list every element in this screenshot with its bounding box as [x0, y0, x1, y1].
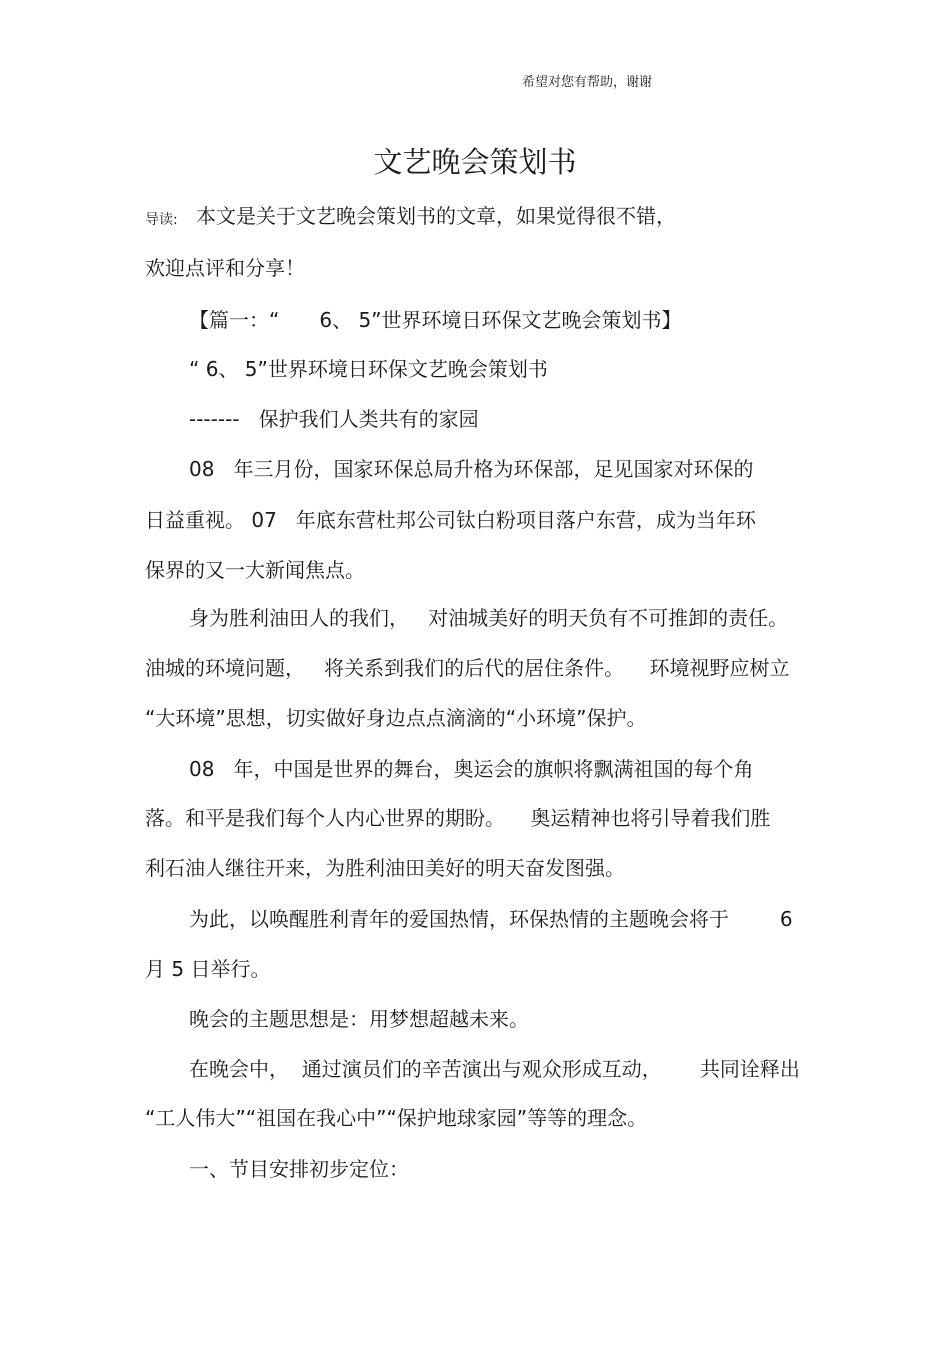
paragraph-line: 日益重视。 07 年底东营杜邦公司钛白粉项目落户东营，成为当年环: [145, 508, 756, 532]
paragraph-line: 为此，以唤醒胜利青年的爱国热情，环保热情的主题晚会将于 6: [189, 907, 793, 931]
paragraph-line: 晚会的主题思想是：用梦想超越未来。: [189, 1007, 529, 1031]
paragraph-line: 身为胜利油田人的我们， 对油城美好的明天负有不可推卸的责任。: [189, 606, 789, 630]
paragraph-line: 油城的环境问题， 将关系到我们的后代的居住条件。 环境视野应树立: [145, 656, 790, 680]
header-note: 希望对您有帮助，谢谢: [522, 75, 653, 90]
intro-line-2: 欢迎点评和分享！: [145, 256, 305, 280]
subtitle: “ 6、 5”世界环境日环保文艺晚会策划书: [189, 357, 548, 381]
paragraph-line: 08 年三月份，国家环保总局升格为环保部，足见国家对环保的: [189, 457, 754, 481]
paragraph-line: 利石油人继往开来，为胜利油田美好的明天奋发图强。: [145, 856, 625, 880]
paragraph-line: 月 5 日举行。: [145, 957, 271, 981]
section-item-heading: 一、节目安排初步定位：: [189, 1157, 409, 1181]
slogan: ------- 保护我们人类共有的家园: [189, 407, 479, 431]
paragraph-line: “工人伟大”“祖国在我心中”“保护地球家园”等等的理念。: [145, 1106, 648, 1130]
paragraph-line: “大环境”思想，切实做好身边点点滴滴的“小环境”保护。: [145, 706, 647, 730]
intro-line-1: 本文是关于文艺晚会策划书的文章，如果觉得很不错，: [196, 204, 676, 228]
paragraph-line: 落。和平是我们每个人内心世界的期盼。 奥运精神也将引导着我们胜: [145, 806, 771, 830]
paragraph-line: 在晚会中， 通过演员们的辛苦演出与观众形成互动， 共同诠释出: [189, 1057, 800, 1081]
document-title: 文艺晚会策划书: [373, 145, 577, 179]
intro-label: 导读:: [145, 212, 178, 228]
paragraph-line: 08 年，中国是世界的舞台，奥运会的旗帜将飘满祖国的每个角: [189, 757, 754, 781]
paragraph-line: 保界的又一大新闻焦点。: [145, 558, 365, 582]
section-heading: 【篇一：“ 6、 5”世界环境日环保文艺晚会策划书】: [189, 308, 682, 332]
